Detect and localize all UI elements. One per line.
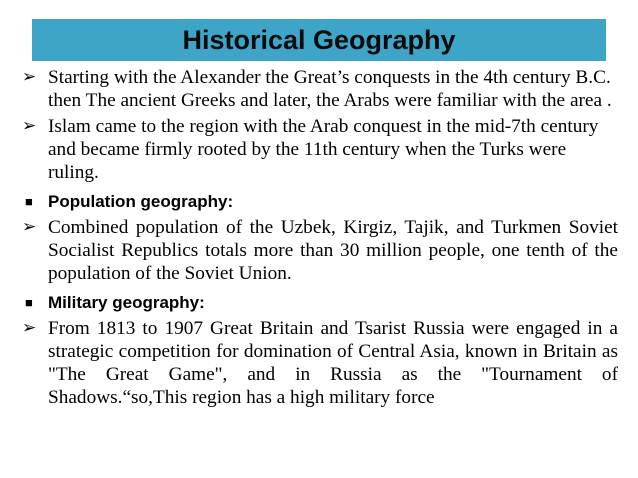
bullet-item xyxy=(22,66,618,112)
bullet-text: Starting with the Alexander the Great’s conquests in the 4th century B.C. then The ancient Greeks and later, the Arabs were familiar with the area . xyxy=(48,67,612,111)
bullet-item xyxy=(22,190,618,213)
square-bullet-icon: ■ xyxy=(25,295,33,310)
arrow-bullet-icon: ➢ xyxy=(22,217,37,236)
bullet-list xyxy=(22,66,618,409)
bullet-item xyxy=(22,317,618,409)
arrow-bullet-icon: ➢ xyxy=(22,116,37,135)
bullet-item xyxy=(22,115,618,184)
section-heading: Population geography: xyxy=(48,192,234,211)
bullet-item xyxy=(22,291,618,314)
title-bar xyxy=(32,19,606,61)
arrow-bullet-icon: ➢ xyxy=(22,318,37,337)
bullet-text: From 1813 to 1907 Great Britain and Tsarist Russia were engaged in a strategic competition for domination of Central Asia, known in Britain as "The Great Game", and in Russia as the "Tournament of Shadows.“so,This region has a high military force xyxy=(48,318,618,408)
bullet-text: Islam came to the region with the Arab conquest in the mid-7th century and became firmly rooted by the 11th century when the Turks were ruling. xyxy=(48,116,599,183)
arrow-bullet-icon: ➢ xyxy=(22,67,37,86)
slide-title: Historical Geography xyxy=(182,24,456,55)
bullet-text: Combined population of the Uzbek, Kirgiz, Tajik, and Turkmen Soviet Socialist Republics totals more than 30 million people, one tenth of the population of the Soviet Union. xyxy=(48,217,618,284)
bullet-item xyxy=(22,216,618,285)
section-heading: Military geography: xyxy=(48,293,205,312)
square-bullet-icon: ■ xyxy=(25,194,33,209)
